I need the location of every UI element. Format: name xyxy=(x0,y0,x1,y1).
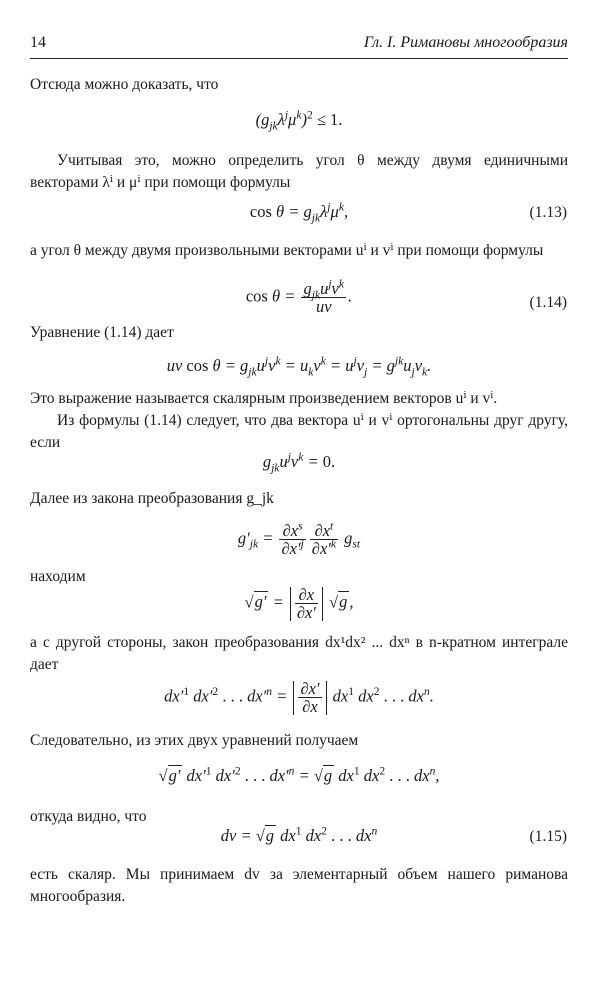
paragraph-12: есть скаляр. Мы принимаем dv за элементарный объем нашего риманова многообразия. xyxy=(30,866,568,905)
running-title: Гл. I. Римановы многообразия xyxy=(363,34,568,51)
paragraph-7: Далее из закона преобразования g_jk xyxy=(30,490,274,507)
paragraph-10: Следовательно, из этих двух уравнений получаем xyxy=(30,732,359,749)
equation-1-14: cos θ = $\frac{g_{jk}u^jv^k}{uv}$ . xyxy=(245,278,353,316)
paragraph-2: Учитывая это, можно определить угол θ между двумя единичными векторами λⁱ и μⁱ при помощи формулы xyxy=(30,152,568,191)
page-header xyxy=(30,34,568,56)
paragraph-11: откуда видно, что xyxy=(30,808,147,825)
equation-number-1-14: (1.14) xyxy=(529,294,567,311)
invariant-volume-equation: √g′ $dx'^1$ $dx'^2$ . . . $dx'^n = √g$ $dx^1$ $dx^2$ . . . $dx^n$, xyxy=(158,765,440,785)
equation-number-1-13: (1.13) xyxy=(529,204,567,221)
equation-1-13: $\cos \theta = g_{jk}\lambda^j\mu^k$, xyxy=(249,201,349,225)
volume-transform-equation: $dx'^1$ $dx'^2$ . . . $dx'^n$ = $\frac{\partial x'}{\partial x}$ $dx^1$ $dx^2$ . . . $dx^n$. xyxy=(164,679,434,716)
transformation-law-equation: $g'_{jk}$ = $\frac{\partial x^s}{\partial x'^j}$ $\frac{\partial x^t}{\partial x'^k}$ $g_{st}$ xyxy=(237,520,361,558)
scalar-product-equation: uv $\cos \theta = g_{jk}u^jv^k = u_kv^k = u^jv_j = g^{jk}u_jv_k$. xyxy=(166,355,432,379)
paragraph-1: Отсюда можно доказать, что xyxy=(30,76,219,93)
paragraph-5: Это выражение называется скалярным произведением векторов uⁱ и vⁱ. xyxy=(30,390,498,407)
page-number: 14 xyxy=(30,34,46,51)
equation-number-1-15: (1.15) xyxy=(529,828,567,845)
paragraph-4: Уравнение (1.14) дает xyxy=(30,324,174,341)
equation-1-15: dv = √g $dx^1$ $dx^2$ . . . $dx^n$ xyxy=(220,825,378,845)
jacobian-equation: √g′ = $\frac{\partial x}{\partial x'}$ √g , xyxy=(244,585,354,622)
paragraph-8: находим xyxy=(30,568,86,585)
orthogonality-equation: $g_{jk}u^jv^k = 0$. xyxy=(262,451,336,475)
paragraph-3: а угол θ между двумя произвольными векторами uⁱ и vⁱ при помощи формулы xyxy=(30,242,544,259)
paragraph-6: Из формулы (1.14) следует, что два вектора uⁱ и vⁱ ортогональны друг другу, если xyxy=(30,412,568,451)
paragraph-9: а с другой стороны, закон преобразования dx¹dx² ... dxⁿ в n-кратном интеграле дает xyxy=(30,634,568,673)
header-rule xyxy=(30,58,568,59)
inequality-formula: $(g_{jk}\lambda^j\mu^k)^2 \le 1$. xyxy=(255,109,343,133)
